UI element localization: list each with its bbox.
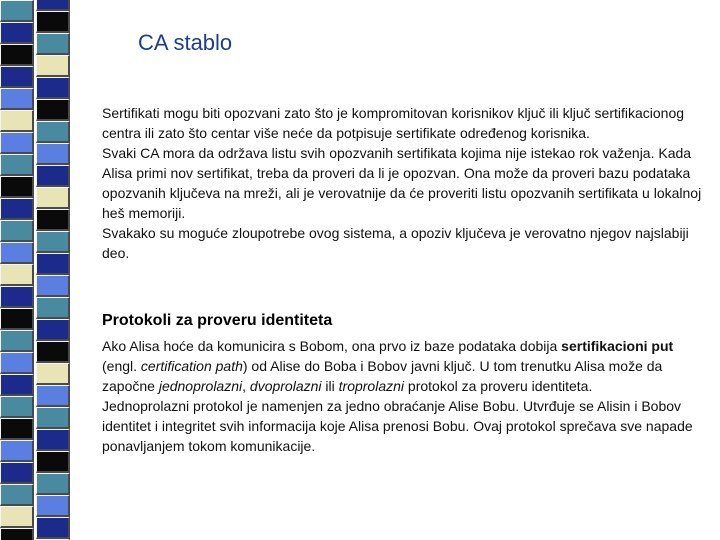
- text-run: Ako Alisa hoće da komunicira s Bobom, ona prvo iz baze podataka dobija: [102, 338, 562, 354]
- decorative-tile: [36, 517, 70, 539]
- decorative-tile: [36, 297, 70, 319]
- decorative-tile: [0, 132, 34, 154]
- decorative-tile: [0, 88, 34, 110]
- decorative-tile: [36, 77, 70, 99]
- decorative-tile: [0, 198, 34, 220]
- decorative-tile: [0, 506, 34, 528]
- decorative-tile: [0, 308, 34, 330]
- decorative-tile: [36, 33, 70, 55]
- decorative-tile: [0, 22, 34, 44]
- decorative-tile: [0, 110, 34, 132]
- decorative-tile: [0, 374, 34, 396]
- decorative-tile: [36, 231, 70, 253]
- decorative-tile: [0, 264, 34, 286]
- decorative-tile: [0, 66, 34, 88]
- section-heading: Protokoli za proveru identiteta: [102, 312, 333, 329]
- italic-term: jednoprolazni: [158, 378, 243, 394]
- section-2-body: [102, 336, 702, 456]
- italic-term: dvoprolazni: [249, 378, 322, 394]
- decorative-tile: [0, 176, 34, 198]
- decorative-tile: [36, 275, 70, 297]
- decorative-tile: [0, 286, 34, 308]
- decorative-tile: [36, 363, 70, 385]
- decorative-tile: [36, 11, 70, 33]
- decorative-tile: [0, 154, 34, 176]
- decorative-tile: [36, 429, 70, 451]
- text-run: (engl.: [102, 358, 141, 374]
- decorative-tile: [36, 385, 70, 407]
- decorative-tile: [0, 220, 34, 242]
- paragraph: Jednoprolazni protokol je namenjen za jedno obraćanje Alise Bobu. Utvrđuje se Alisin i Bobov identitet i integritet svih informacija koje Alisa prenosi Bobu. Ovaj protokol sprečava sve napade ponavljanjem tokom komunikacije.: [102, 398, 693, 454]
- decorative-tile: [36, 407, 70, 429]
- paragraph: [102, 336, 702, 396]
- text-run: ili: [321, 378, 339, 394]
- decorative-tile: [0, 528, 34, 540]
- text-run: protokol za proveru identiteta.: [404, 378, 593, 394]
- decorative-tile: [36, 451, 70, 473]
- decorative-tile: [0, 440, 34, 462]
- decorative-tile: [0, 462, 34, 484]
- slide-title: CA stablo: [138, 30, 233, 55]
- decorative-tile: [36, 473, 70, 495]
- decorative-tile: [36, 209, 70, 231]
- decorative-tile: [36, 341, 70, 363]
- paragraph: Sertifikati mogu biti opozvani zato što je kompromitovan korisnikov ključ ili ključ sertifikacionog centra ili zato što centar više neće da potpisuje sertifikate određenog korisnika.: [102, 105, 685, 141]
- decorative-tile: [36, 187, 70, 209]
- text-run: ) od Alise do Boba i Bobov javni ključ. U tom trenutku Alisa može da započne: [102, 358, 663, 394]
- decorative-tile: [36, 495, 70, 517]
- bold-term: sertifikacioni put: [561, 338, 674, 354]
- decorative-tile: [36, 99, 70, 121]
- section-1-body: [102, 103, 702, 263]
- decorative-tile: [36, 253, 70, 275]
- decorative-tile: [0, 242, 34, 264]
- decorative-tile: [0, 418, 34, 440]
- paragraph: Svakako su moguće zloupotrebe ovog sistema, a opoziv ključeva je verovatno njegov najslabiji deo.: [102, 225, 689, 261]
- decorative-tile: [36, 0, 70, 11]
- italic-term: certification path: [140, 358, 243, 374]
- decorative-tile: [36, 319, 70, 341]
- decorative-tile: [0, 44, 34, 66]
- decorative-tile: [36, 55, 70, 77]
- paragraph: Svaki CA mora da održava listu svih opozvanih sertifikata kojima nije istekao rok važenja. Kada Alisa primi nov sertifikat, treba da proveri da li je opozvan. Ona može da proveri bazu podataka opozvanih ključeva na mreži, ali je verovatnije da će proveriti listu opozvanih sertifikata u lokalnoj heš memoriji.: [102, 145, 702, 221]
- decorative-tile: [0, 396, 34, 418]
- decorative-tile: [36, 165, 70, 187]
- decorative-tile: [36, 143, 70, 165]
- italic-term: troprolazni: [338, 378, 405, 394]
- decorative-tile: [0, 352, 34, 374]
- decorative-tile: [0, 0, 34, 22]
- decorative-tile: [36, 121, 70, 143]
- decorative-tile: [0, 484, 34, 506]
- decorative-tile: [0, 330, 34, 352]
- decorative-tile-strip: [0, 0, 75, 540]
- text-run: ,: [242, 378, 250, 394]
